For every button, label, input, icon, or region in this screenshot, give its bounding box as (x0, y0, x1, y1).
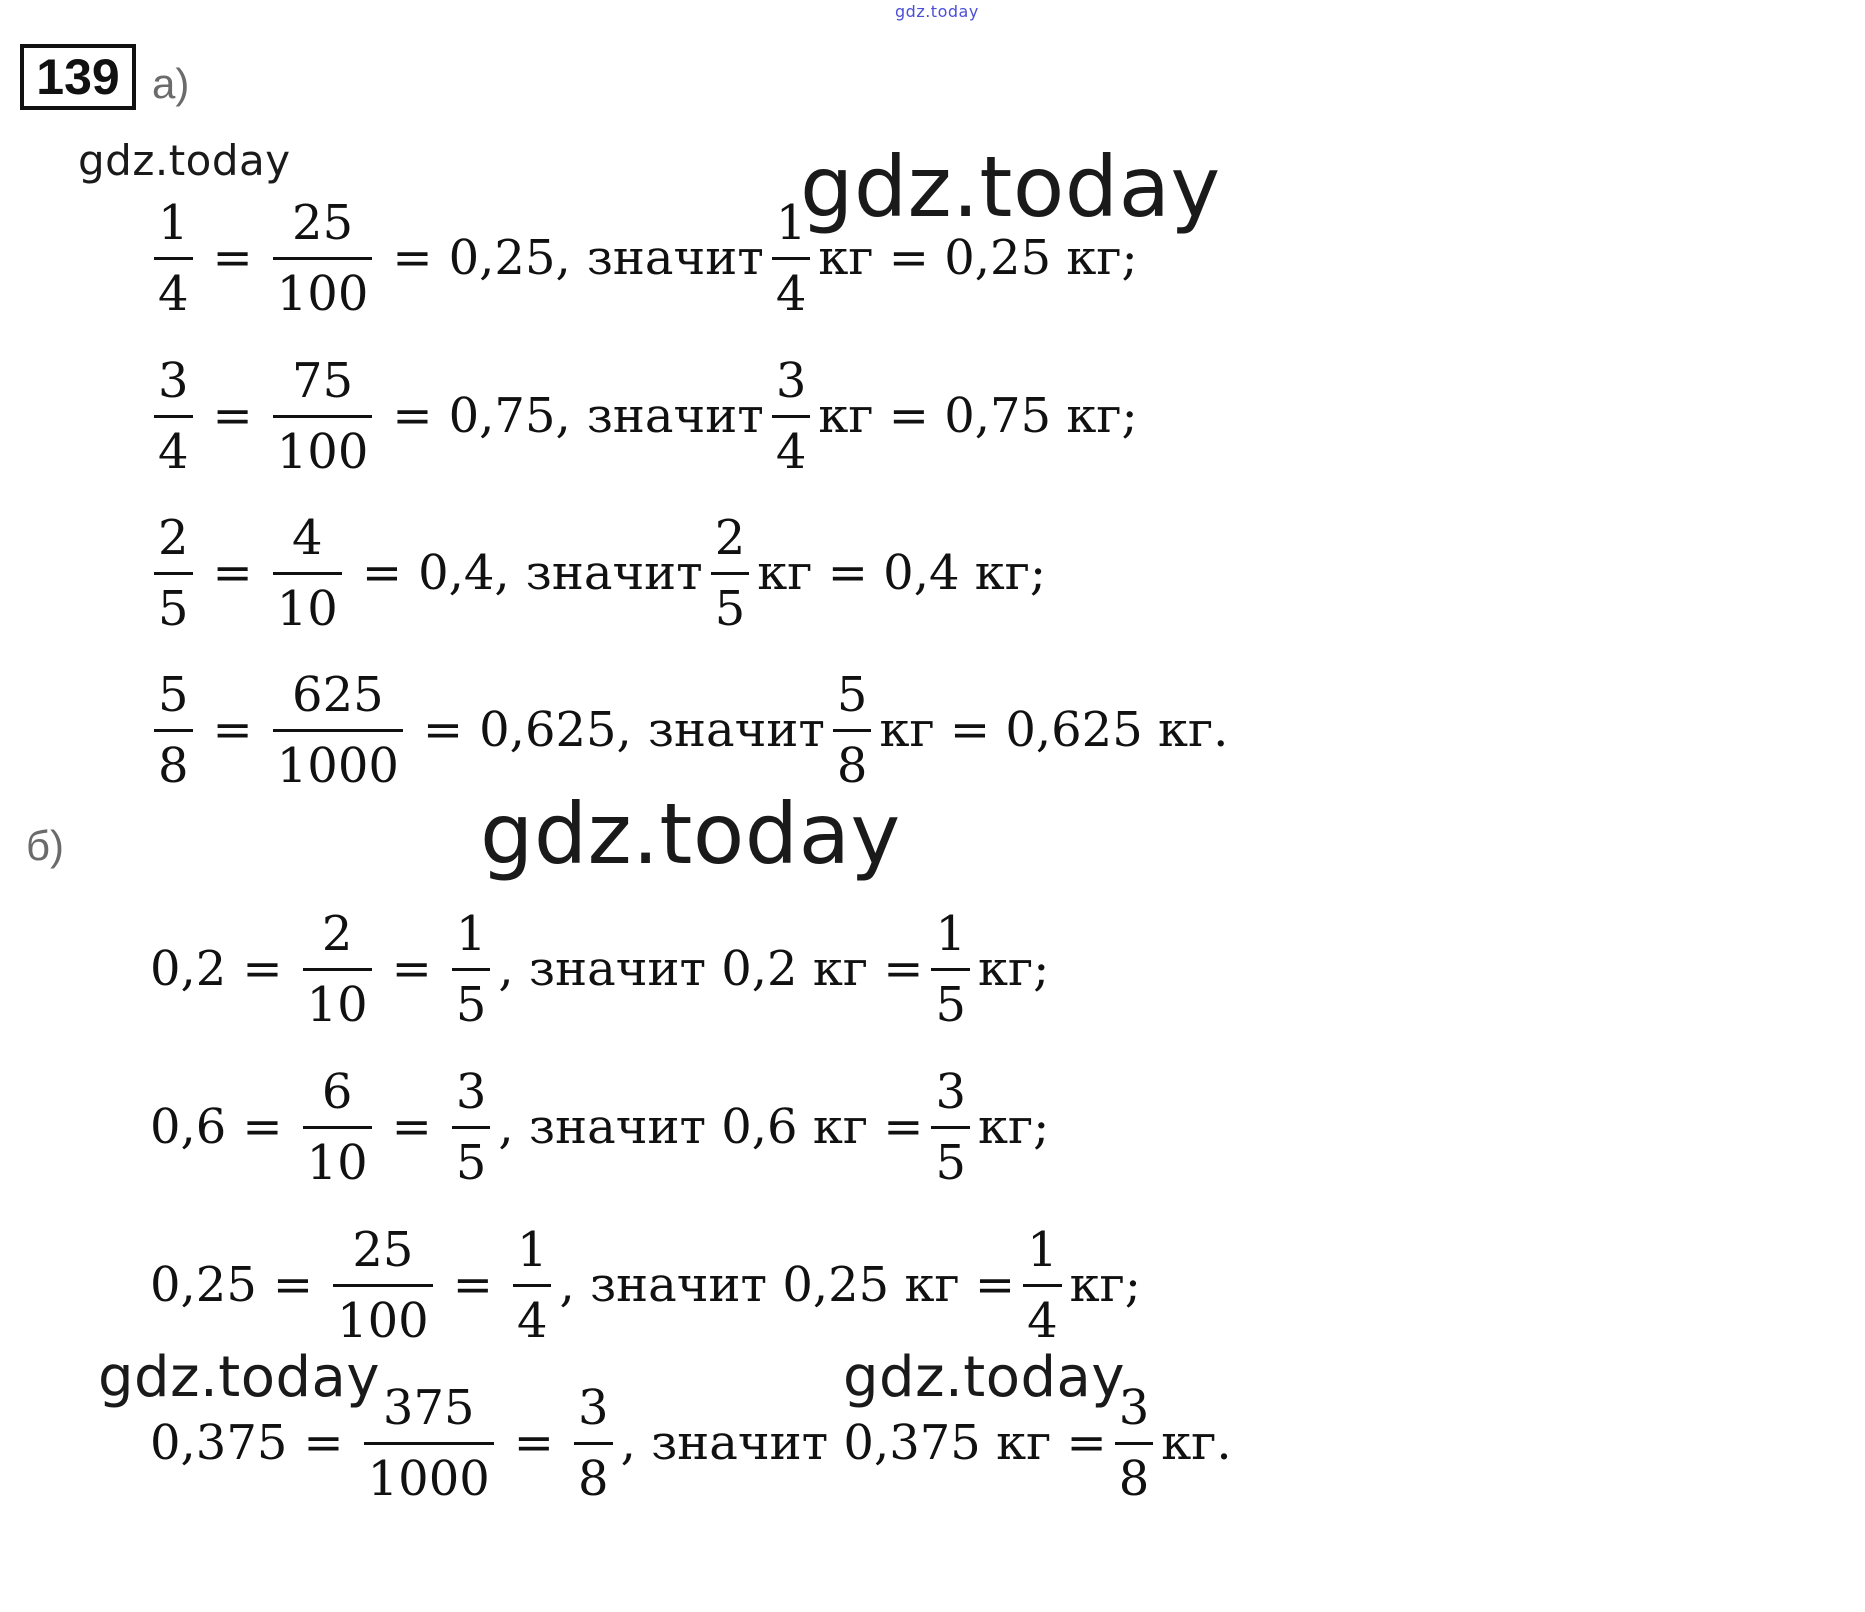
watermark-top: gdz.today (895, 2, 979, 21)
fraction: $\frac{4}{10}$ (273, 504, 342, 643)
equation-a-2: $\frac{3}{4}$ = $\frac{75}{100}$ = 0,75, значит $\frac{3}{4}$ кг = 0,75 кг; (148, 348, 1140, 484)
equation-a-1: $\frac{1}{4}$ = $\frac{25}{100}$ = 0,25, значит $\frac{1}{4}$ кг = 0,25 кг; (148, 190, 1140, 326)
watermark: gdz.today (98, 1345, 381, 1410)
fraction: $\frac{3}{8}$ (1115, 1374, 1154, 1513)
fraction: $\frac{1}{4}$ (154, 189, 193, 328)
fraction: $\frac{3}{8}$ (574, 1374, 613, 1513)
fraction: $\frac{375}{1000}$ (364, 1374, 494, 1513)
fraction: $\frac{75}{100}$ (273, 347, 373, 486)
fraction: $\frac{25}{100}$ (273, 189, 373, 328)
fraction: $\frac{1}{4}$ (1023, 1216, 1062, 1355)
fraction: $\frac{2}{5}$ (154, 504, 193, 643)
fraction: $\frac{25}{100}$ (333, 1216, 433, 1355)
equation-b-1: 0,2 = $\frac{2}{10}$ = $\frac{1}{5}$ , значит 0,2 кг = $\frac{1}{5}$ кг; (148, 901, 1051, 1037)
problem-number: 139 (20, 44, 136, 110)
fraction: $\frac{3}{5}$ (931, 1058, 970, 1197)
fraction: $\frac{1}{4}$ (772, 189, 811, 328)
fraction: $\frac{2}{5}$ (711, 504, 750, 643)
part-b-label: б) (26, 822, 65, 869)
fraction: $\frac{6}{10}$ (303, 1058, 372, 1197)
equation-b-4: 0,375 = $\frac{375}{1000}$ = $\frac{3}{8}$ , значит 0,375 кг = $\frac{3}{8}$ кг. (148, 1375, 1234, 1511)
equation-b-3: 0,25 = $\frac{25}{100}$ = $\frac{1}{4}$ , значит 0,25 кг = $\frac{1}{4}$ кг; (148, 1217, 1143, 1353)
fraction: $\frac{3}{4}$ (154, 347, 193, 486)
fraction: $\frac{1}{5}$ (931, 900, 970, 1039)
fraction: $\frac{3}{5}$ (452, 1058, 491, 1197)
fraction: $\frac{5}{8}$ (154, 661, 193, 800)
watermark: gdz.today (800, 138, 1221, 236)
equation-a-4: $\frac{5}{8}$ = $\frac{625}{1000}$ = 0,625, значит $\frac{5}{8}$ кг = 0,625 кг. (148, 662, 1230, 798)
part-a-label: а) (152, 60, 190, 107)
watermark: gdz.today (480, 785, 901, 883)
fraction: $\frac{625}{1000}$ (273, 661, 403, 800)
fraction: $\frac{1}{4}$ (513, 1216, 552, 1355)
fraction: $\frac{5}{8}$ (833, 661, 872, 800)
equation-b-2: 0,6 = $\frac{6}{10}$ = $\frac{3}{5}$ , значит 0,6 кг = $\frac{3}{5}$ кг; (148, 1059, 1051, 1195)
fraction: $\frac{3}{4}$ (772, 347, 811, 486)
watermark: gdz.today (843, 1345, 1126, 1410)
equation-a-3: $\frac{2}{5}$ = $\frac{4}{10}$ = 0,4, значит $\frac{2}{5}$ кг = 0,4 кг; (148, 505, 1048, 641)
fraction: $\frac{1}{5}$ (452, 900, 491, 1039)
fraction: $\frac{2}{10}$ (303, 900, 372, 1039)
watermark: gdz.today (78, 136, 291, 185)
